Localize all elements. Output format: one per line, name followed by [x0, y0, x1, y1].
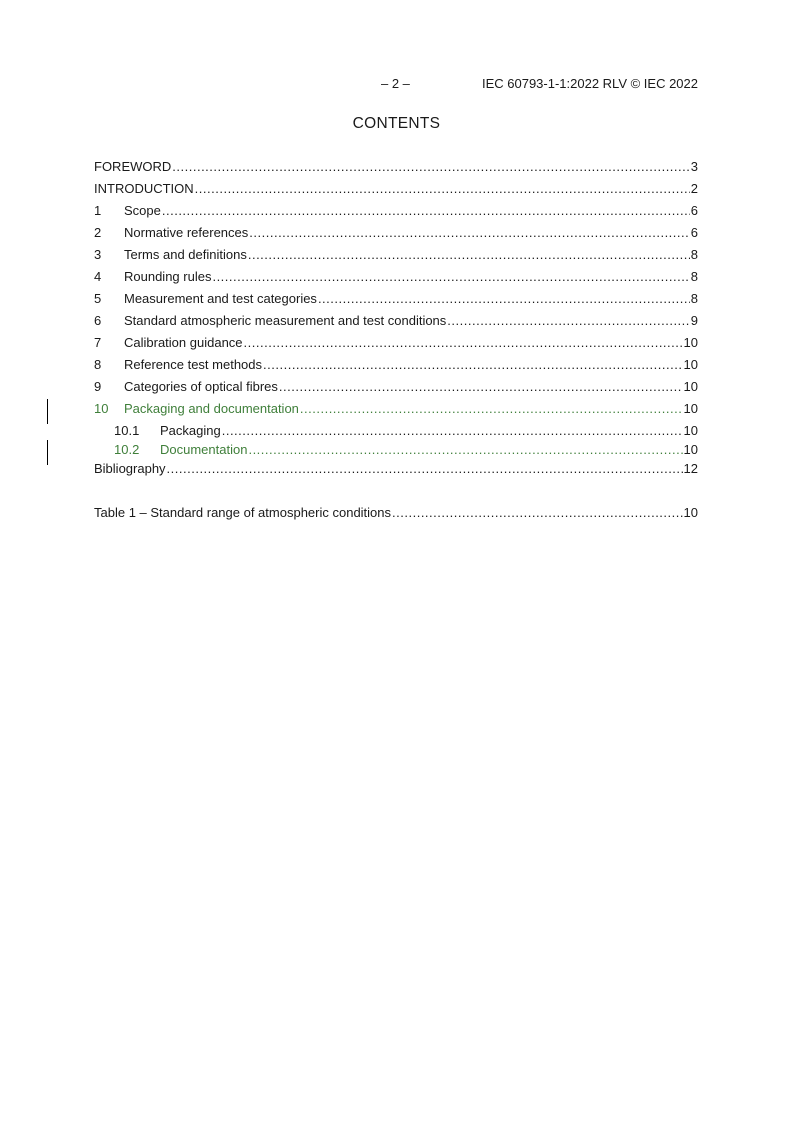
toc-entry-label: FOREWORD: [94, 159, 172, 174]
toc-entry-page: 2: [690, 181, 698, 196]
toc-entry-label: Rounding rules: [124, 269, 212, 284]
toc-entry-page: 10: [683, 335, 698, 350]
toc-entry-page: 10: [683, 442, 698, 457]
toc-entry-normative-references[interactable]: [94, 225, 698, 241]
toc-entry-number: 10.2: [114, 442, 140, 457]
toc-entry-scope[interactable]: [94, 203, 698, 219]
toc-entry-label: Reference test methods: [124, 357, 263, 372]
toc-entry-label: INTRODUCTION: [94, 181, 194, 196]
toc-entry-label: Scope: [124, 203, 161, 218]
toc-entry-label: Table 1 – Standard range of atmospheric conditions: [94, 505, 392, 520]
page-number: – 2 –: [381, 76, 410, 91]
toc-entry-page: 10: [683, 423, 698, 438]
toc-entry-page: 10: [683, 379, 698, 394]
toc-entry-number: 4: [94, 269, 102, 284]
page-header: [94, 76, 698, 92]
toc-entry-page: 8: [690, 247, 698, 262]
toc-entry-page: 3: [690, 159, 698, 174]
toc-entry-label: Packaging: [160, 423, 221, 438]
toc-entry-number: 10: [94, 401, 109, 416]
toc-entry-number: 9: [94, 379, 102, 394]
toc-entry-categories-of-optical-fibres[interactable]: [94, 379, 698, 395]
dot-leader: [244, 335, 683, 351]
toc-entry-page: 8: [690, 291, 698, 306]
dot-leader: [249, 225, 689, 241]
toc-entry-packaging[interactable]: [94, 423, 698, 439]
dot-leader: [248, 442, 682, 458]
toc-entry-page: 10: [683, 357, 698, 372]
toc-entry-page: 8: [690, 269, 698, 284]
dot-leader: [172, 159, 689, 175]
toc-entry-page: 9: [690, 313, 698, 328]
toc-entry-rounding-rules[interactable]: [94, 269, 698, 285]
toc-entry-number: 5: [94, 291, 102, 306]
revision-change-bar: [47, 399, 48, 424]
dot-leader: [263, 357, 683, 373]
toc-entry-packaging-and-documentation[interactable]: [94, 401, 698, 417]
dot-leader: [248, 247, 690, 263]
toc-entry-label: Measurement and test categories: [124, 291, 317, 306]
toc-entry-page: 6: [690, 203, 698, 218]
toc-entry-calibration-guidance[interactable]: [94, 335, 698, 351]
dot-leader: [167, 461, 683, 477]
toc-entry-introduction[interactable]: [94, 181, 698, 197]
dot-leader: [279, 379, 683, 395]
toc-entry-foreword[interactable]: [94, 159, 698, 175]
toc-entry-label: Terms and definitions: [124, 247, 247, 262]
toc-entry-measurement-and-test-categories[interactable]: [94, 291, 698, 307]
dot-leader: [392, 505, 683, 521]
toc-entry-label: Documentation: [160, 442, 248, 457]
toc-entry-table-1[interactable]: [94, 505, 698, 521]
toc-entry-number: 2: [94, 225, 102, 240]
dot-leader: [162, 203, 690, 219]
dot-leader: [318, 291, 690, 307]
toc-entry-number: 7: [94, 335, 102, 350]
toc-entry-label: Calibration guidance: [124, 335, 243, 350]
dot-leader: [212, 269, 689, 285]
toc-entry-documentation[interactable]: [94, 442, 698, 458]
toc-entry-label: Standard atmospheric measurement and test conditions: [124, 313, 447, 328]
revision-change-bar: [47, 440, 48, 465]
toc-entry-bibliography[interactable]: [94, 461, 698, 477]
dot-leader: [195, 181, 690, 197]
toc-entry-page: 10: [683, 505, 698, 520]
page-title: CONTENTS: [352, 115, 441, 132]
toc-entry-page: 12: [683, 461, 698, 476]
toc-entry-number: 8: [94, 357, 102, 372]
toc-entry-number: 3: [94, 247, 102, 262]
toc-entry-label: Packaging and documentation: [124, 401, 299, 416]
toc-entry-number: 6: [94, 313, 102, 328]
document-id: IEC 60793-1-1:2022 RLV © IEC 2022: [481, 76, 698, 91]
toc-entry-reference-test-methods[interactable]: [94, 357, 698, 373]
toc-entry-page: 6: [690, 225, 698, 240]
dot-leader: [300, 401, 683, 417]
dot-leader: [447, 313, 689, 329]
dot-leader: [222, 423, 683, 439]
toc-entry-label: Categories of optical fibres: [124, 379, 278, 394]
toc-entry-label: Bibliography: [94, 461, 166, 476]
toc-entry-terms-and-definitions[interactable]: [94, 247, 698, 263]
toc-entry-page: 10: [683, 401, 698, 416]
toc-entry-label: Normative references: [124, 225, 249, 240]
toc-entry-standard-atmospheric-conditions[interactable]: [94, 313, 698, 329]
toc-entry-number: 10.1: [114, 423, 140, 438]
toc-entry-number: 1: [94, 203, 102, 218]
